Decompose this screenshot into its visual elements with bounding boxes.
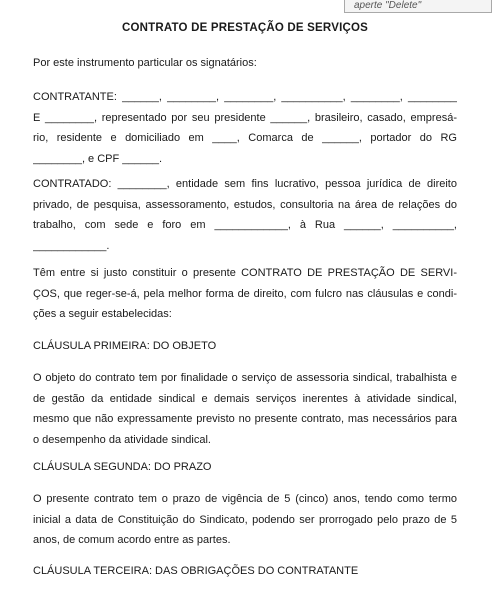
- contratante-paragraph: [33, 87, 457, 169]
- clause-2-paragraph: [33, 489, 457, 551]
- clause-1-heading-text: CLÁUSULA PRIMEIRA: DO OBJETO: [33, 340, 217, 352]
- clause-1-heading: [33, 336, 457, 357]
- preamble-line: Têm entre si justo constituir o presente CONTRATO DE PRESTAÇÃO DE SERVI-: [33, 267, 457, 279]
- contratado-line: CONTRATADO: ________, entidade sem fins lucrativo, pessoa jurídica de direito: [33, 178, 457, 190]
- clause-2-heading: [33, 457, 457, 478]
- intro-line: Por este instrumento particular os signatários:: [33, 57, 257, 69]
- intro-paragraph: [33, 53, 457, 74]
- clause-2-line: inicial a data de Constituição do Sindicato, podendo ser prorrogado pelo prazo de 5: [33, 513, 457, 526]
- clause-1-line: mesmo que não expressamente previsto no presente contrato, mas necessários para: [33, 413, 457, 425]
- document-title: CONTRATO DE PRESTAÇÃO DE SERVIÇOS: [122, 22, 368, 34]
- clause-2-line: O presente contrato tem o prazo de vigência de 5 (cinco) anos, tendo como termo: [33, 493, 457, 505]
- preamble-line: ÇOS, que reger-se-á, pela melhor forma de direito, com fulcro nas cláusulas e condi-: [33, 287, 457, 300]
- preamble-line: ções a seguir estabelecidas:: [33, 308, 172, 320]
- preamble-paragraph: [33, 263, 457, 325]
- contratante-line: E ________, representado por seu presidente ______, brasileiro, casado, empresá-: [33, 111, 457, 124]
- contratado-paragraph: [33, 174, 457, 256]
- contratado-line: trabalho, com sede e foro em ____________, à Rua ______, __________,: [33, 219, 457, 231]
- clause-3-heading-text: CLÁUSULA TERCEIRA: DAS OBRIGAÇÕES DO CONTRATANTE: [33, 565, 359, 577]
- clause-1-paragraph: [33, 368, 457, 450]
- clause-3-heading: [33, 561, 457, 582]
- clause-2-line: anos, de comum acordo entre as partes.: [33, 534, 231, 546]
- clause-1-line: o desempenho da atividade sindical.: [33, 433, 211, 446]
- clause-1-line: de gestão da entidade sindical e demais serviços inerentes à atividade sindical,: [33, 392, 457, 405]
- delete-hint-tooltip: aperte "Delete": [344, 0, 492, 13]
- clause-1-line: O objeto do contrato tem por finalidade o serviço de assessoria sindical, trabalhista e: [33, 372, 457, 384]
- clause-2-heading-text: CLÁUSULA SEGUNDA: DO PRAZO: [33, 461, 212, 473]
- contratante-line: ________, e CPF ______.: [33, 152, 163, 165]
- contratante-line: rio, residente e domiciliado em ____, Comarca de ______, portador do RG: [33, 132, 457, 144]
- contratado-line: privado, de pesquisa, assessoramento, estudos, consultoria na área de relações do: [33, 198, 457, 211]
- contratado-line: ____________.: [33, 239, 110, 252]
- contratante-line: CONTRATANTE: ______, ________, ________, __________, ________, ________: [33, 91, 457, 103]
